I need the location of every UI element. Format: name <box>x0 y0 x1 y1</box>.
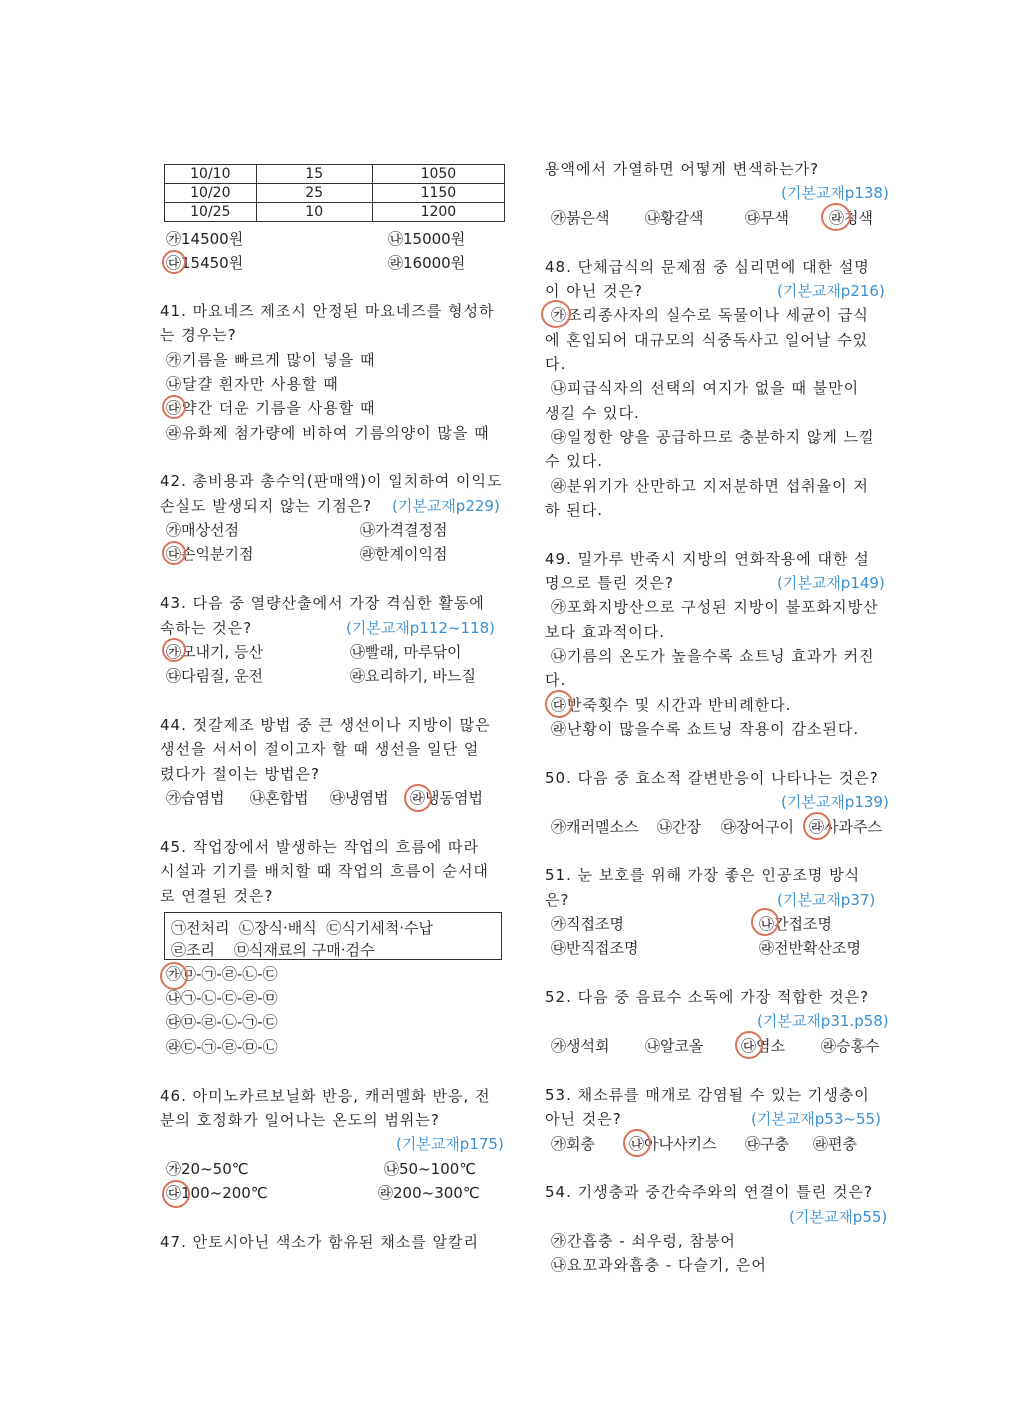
q48-option-1-cont2: 다. <box>545 355 567 373</box>
q49-reference: (기본교재p149) <box>777 574 885 592</box>
q42-option-1: ㉮매상선점 <box>166 521 239 539</box>
q51-option-1: ㉮직접조명 <box>551 915 624 933</box>
q47-text-1: 47. 안토시아닌 색소가 함유된 채소를 알칼리 <box>160 1233 480 1251</box>
q45-legend-line-2: ㉣조리 ㉤식재료의 구매·검수 <box>171 941 375 959</box>
q50-option-2: ㉯간장 <box>657 818 701 836</box>
q41-option-1: ㉮기름을 빠르게 많이 넣을 때 <box>166 351 376 369</box>
answer-circle <box>803 812 831 840</box>
q53-text-1: 53. 채소류를 매개로 감염될 수 있는 기생충이 <box>545 1086 870 1104</box>
q50-text-1: 50. 다음 중 효소적 갈변반응이 나타나는 것은? <box>545 769 879 787</box>
q52-option-2: ㉯알코올 <box>645 1037 704 1055</box>
q45-option-1: ㉮㉤-㉠-㉣-㉡-㉢ <box>166 965 278 983</box>
q47-reference: (기본교재p138) <box>781 184 889 202</box>
q44-text-2: 생선을 서서이 절이고자 할 때 생선을 일단 얼 <box>160 740 480 758</box>
q51-option-2: ㉯간접조명 <box>759 915 832 933</box>
q45-legend-box <box>164 912 502 960</box>
q46-option-2: ㉯50~100℃ <box>384 1160 477 1178</box>
answer-circle <box>821 203 851 231</box>
q49-text-2: 명으로 틀린 것은? <box>545 574 674 592</box>
answer-circle <box>541 300 571 328</box>
q51-option-3: ㉰반직접조명 <box>551 939 639 957</box>
q45-option-2: ㉯㉠-㉡-㉢-㉣-㉤ <box>166 989 278 1007</box>
answer-circle <box>162 250 186 274</box>
q46-option-4: ㉱200~300℃ <box>378 1184 480 1202</box>
price-table <box>164 164 505 222</box>
q53-option-4: ㉱편충 <box>813 1135 857 1153</box>
q46-text-2: 분의 호정화가 일어나는 온도의 범위는? <box>160 1111 440 1129</box>
table-row: 10/20 25 1150 <box>165 184 505 203</box>
answer-circle <box>545 690 573 718</box>
q52-option-1: ㉮생석회 <box>551 1037 610 1055</box>
q48-text-2: 이 아닌 것은? <box>545 282 643 300</box>
q54-text-1: 54. 기생충과 중간숙주와의 연결이 틀린 것은? <box>545 1183 873 1201</box>
q49-option-1: ㉮포화지방산으로 구성된 지방이 불포화지방산 <box>551 598 879 616</box>
q50-option-3: ㉰장어구이 <box>721 818 794 836</box>
q49-option-4: ㉱난황이 많을수록 쇼트닝 작용이 감소된다. <box>551 720 860 738</box>
q42-option-3: ㉰손익분기점 <box>166 545 254 563</box>
q48-option-3: ㉰일정한 양을 공급하므로 충분하지 않게 느낄 <box>551 428 875 446</box>
q44-text-3: 렸다가 절이는 방법은? <box>160 765 320 783</box>
q48-option-2-cont: 생길 수 있다. <box>545 404 640 422</box>
answer-circle <box>735 1031 763 1059</box>
q45-text-1: 45. 작업장에서 발생하는 작업의 흐름에 따라 <box>160 838 480 856</box>
q42-option-4: ㉱한계이익점 <box>360 545 448 563</box>
answer-circle <box>162 1180 190 1208</box>
q44-option-4: ㉱냉동염법 <box>410 789 483 807</box>
q48-option-2: ㉯피급식자의 선택의 여지가 없을 때 불만이 <box>551 379 860 397</box>
q53-text-2: 아닌 것은? <box>545 1110 622 1128</box>
q48-text-1: 48. 단체급식의 문제점 중 심리면에 대한 설명 <box>545 258 870 276</box>
q40-option-4: ㉱16000원 <box>388 254 466 272</box>
q43-option-4: ㉱요리하기, 바느질 <box>350 667 476 685</box>
q48-option-1-cont: 에 혼입되어 대규모의 식중독사고 일어날 수있 <box>545 331 869 349</box>
q52-option-4: ㉱승홍수 <box>821 1037 880 1055</box>
q49-option-1-cont: 보다 효과적이다. <box>545 623 665 641</box>
q40-option-2: ㉯15000원 <box>388 230 466 248</box>
answer-circle <box>162 541 186 565</box>
q50-reference: (기본교재p139) <box>781 793 889 811</box>
q45-legend-line-1: ㉠전처리 ㉡장식·배식 ㉢식기세척·수납 <box>171 919 433 937</box>
q54-option-2: ㉯요꼬과와흡충 - 다슬기, 은어 <box>551 1256 767 1274</box>
q49-text-1: 49. 밀가루 반죽시 지방의 연화작용에 대한 설 <box>545 550 870 568</box>
answer-circle <box>160 962 188 990</box>
q41-text-2: 는 경우는? <box>160 326 237 344</box>
table-row: 10/25 10 1200 <box>165 203 505 222</box>
answer-circle <box>404 784 432 812</box>
q45-text-2: 시설과 기기를 배치할 때 작업의 흐름이 순서대 <box>160 862 489 880</box>
q43-option-1: ㉮모내기, 등산 <box>166 643 263 661</box>
q43-reference: (기본교재p112~118) <box>346 619 496 637</box>
q41-option-4: ㉱유화제 첨가량에 비하여 기름의양이 많을 때 <box>166 424 490 442</box>
q44-option-3: ㉰냉염법 <box>330 789 389 807</box>
q46-reference: (기본교재p175) <box>396 1135 504 1153</box>
q47-option-2: ㉯황갈색 <box>645 209 704 227</box>
q47-option-1: ㉮붉은색 <box>551 209 610 227</box>
q48-option-3-cont: 수 있다. <box>545 452 604 470</box>
q48-option-1: ㉮조리종사자의 실수로 독물이나 세균이 급식 <box>551 306 869 324</box>
q53-option-2: ㉯아나사키스 <box>629 1135 717 1153</box>
answer-circle <box>623 1129 651 1157</box>
q52-text-1: 52. 다음 중 음료수 소독에 가장 적합한 것은? <box>545 988 870 1006</box>
q40-option-3: ㉰15450원 <box>166 254 244 272</box>
q46-text-1: 46. 아미노카르보닐화 반응, 캐러멜화 반응, 전 <box>160 1087 491 1105</box>
q53-option-1: ㉮회충 <box>551 1135 595 1153</box>
q46-option-1: ㉮20~50℃ <box>166 1160 249 1178</box>
q49-option-2: ㉯기름의 온도가 높을수록 쇼트닝 효과가 커진 <box>551 647 875 665</box>
q41-option-3: ㉰약간 더운 기름을 사용할 때 <box>166 399 376 417</box>
q52-reference: (기본교재p31.p58) <box>757 1012 889 1030</box>
q49-option-2-cont: 다. <box>545 671 567 689</box>
q47-option-4: ㉱청색 <box>829 209 873 227</box>
q44-option-1: ㉮습염법 <box>166 789 225 807</box>
q43-option-3: ㉰다림질, 운전 <box>166 667 263 685</box>
q51-option-4: ㉱전반확산조명 <box>759 939 861 957</box>
q48-reference: (기본교재p216) <box>777 282 885 300</box>
q43-text-1: 43. 다음 중 열량산출에서 가장 격심한 활동에 <box>160 594 485 612</box>
q54-option-1: ㉮간흡충 - 쇠우렁, 참붕어 <box>551 1232 736 1250</box>
q48-option-4-cont: 하 된다. <box>545 501 604 519</box>
q45-option-3: ㉰㉤-㉣-㉡-㉠-㉢ <box>166 1013 278 1031</box>
q44-text-1: 44. 젓갈제조 방법 중 큰 생선이나 지방이 많은 <box>160 716 491 734</box>
q46-option-3: ㉰100~200℃ <box>166 1184 268 1202</box>
q51-text-2: 은? <box>545 891 570 909</box>
q45-text-3: 로 연결된 것은? <box>160 887 274 905</box>
answer-circle <box>162 638 186 662</box>
q53-reference: (기본교재p53~55) <box>751 1110 881 1128</box>
q49-option-3: ㉰반죽횟수 및 시간과 반비례한다. <box>551 696 792 714</box>
q42-reference: (기본교재p229) <box>392 497 500 515</box>
q54-reference: (기본교재p55) <box>789 1208 888 1226</box>
q50-option-4: ㉱사과주스 <box>809 818 882 836</box>
q43-text-2: 속하는 것은? <box>160 619 253 637</box>
q41-option-2: ㉯달걀 흰자만 사용할 때 <box>166 375 339 393</box>
q47-text-2: 용액에서 가열하면 어떻게 변색하는가? <box>545 160 820 178</box>
q40-option-1: ㉮14500원 <box>166 230 244 248</box>
q53-option-3: ㉰구충 <box>745 1135 789 1153</box>
q44-option-2: ㉯혼합법 <box>250 789 309 807</box>
answer-circle <box>751 908 779 936</box>
q42-option-2: ㉯가격결정점 <box>360 521 448 539</box>
q42-text-1: 42. 총비용과 총수익(판매액)이 일치하여 이익도 <box>160 472 503 490</box>
q51-reference: (기본교재p37) <box>777 891 876 909</box>
q50-option-1: ㉮캐러멜소스 <box>551 818 639 836</box>
q43-option-2: ㉯빨래, 마루닦이 <box>350 643 462 661</box>
q51-text-1: 51. 눈 보호를 위해 가장 좋은 인공조명 방식 <box>545 866 861 884</box>
q42-text-2: 손실도 발생되지 않는 기점은? <box>160 497 373 515</box>
answer-circle <box>162 395 186 419</box>
table-row: 10/10 15 1050 <box>165 165 505 184</box>
q45-option-4: ㉱㉢-㉠-㉣-㉤-㉡ <box>166 1038 278 1056</box>
q41-text-1: 41. 마요네즈 제조시 안정된 마요네즈를 형성하 <box>160 302 495 320</box>
q52-option-3: ㉰염소 <box>741 1037 785 1055</box>
q47-option-3: ㉰무색 <box>745 209 789 227</box>
q48-option-4: ㉱분위기가 산만하고 지저분하면 섭취율이 저 <box>551 477 869 495</box>
